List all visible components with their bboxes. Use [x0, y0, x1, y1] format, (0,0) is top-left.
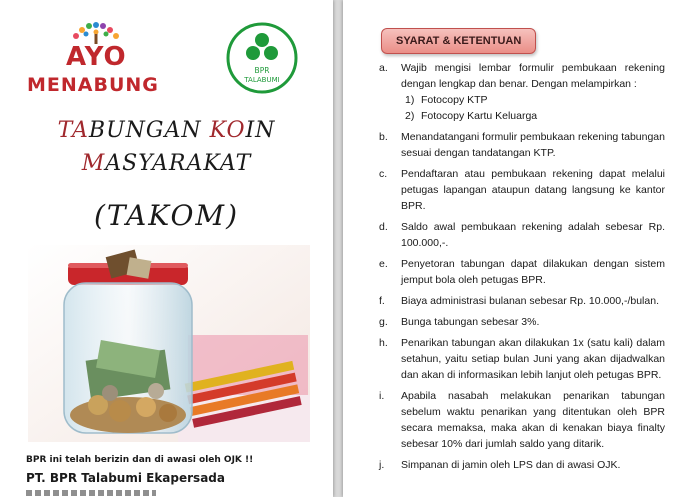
attachment-text: Fotocopy Kartu Keluarga	[421, 110, 538, 122]
term-item	[379, 129, 665, 161]
term-item	[379, 335, 665, 383]
terms-list	[379, 60, 665, 478]
title-line-1	[0, 118, 333, 143]
term-letter: e.	[379, 258, 388, 270]
attachment-number: 1)	[405, 94, 415, 106]
term-text: Apabila nasabah melakukan penarikan tabungan sebelum waktu penarikan yang ditentukan oleh BPR secara memaksa, maka akan di kenakan biaya finalty sebesar 10% dari jumlah saldo yang ditarik.	[401, 390, 665, 450]
bpr-logo-text-line2: TALABUMI	[244, 76, 280, 84]
title-cap: M	[81, 151, 106, 176]
term-text: Penyetoran tabungan dapat dilakukan dengan sistem jemput bola oleh petugas BPR.	[401, 258, 665, 286]
title-text: ASYARAKAT	[105, 151, 252, 176]
term-text: Penarikan tabungan akan dilakukan 1x (satu kali) dalam setahun, yaitu setiap bulan Juni yang akan dijadwalkan dan akan di informasikan lebih lanjut oleh petugas BPR.	[401, 337, 665, 381]
attachment-number: 2)	[405, 110, 415, 122]
ayo-text: AYO	[66, 42, 127, 72]
term-item	[379, 60, 665, 124]
coin-jar-image	[28, 245, 310, 442]
term-item	[379, 388, 665, 452]
bpr-talabumi-logo	[226, 22, 298, 94]
term-letter: d.	[379, 221, 388, 233]
term-item	[379, 457, 665, 473]
cut-off-text-line	[26, 490, 156, 496]
attachment-item	[401, 108, 665, 124]
term-item	[379, 293, 665, 309]
terms-header: SYARAT & KETENTUAN	[381, 28, 536, 54]
term-letter: b.	[379, 131, 388, 143]
term-text: Bunga tabungan sebesar 3%.	[401, 316, 540, 328]
term-item	[379, 256, 665, 288]
attachment-item	[401, 92, 665, 108]
term-item	[379, 219, 665, 251]
ojk-notice: BPR ini telah berizin dan di awasi oleh OJK !!	[26, 455, 254, 465]
term-letter: a.	[379, 62, 388, 74]
title-line-2	[0, 151, 333, 176]
title-cap: KO	[209, 118, 246, 143]
term-letter: i.	[379, 390, 385, 402]
title-acronym: (TAKOM)	[93, 199, 239, 232]
ayo-menabung-logo	[22, 22, 162, 102]
term-letter: f.	[379, 295, 385, 307]
term-text: Simpanan di jamin oleh LPS dan di awasi OJK.	[401, 459, 621, 471]
attachment-list	[401, 92, 665, 124]
term-item	[379, 166, 665, 214]
title-cap: TA	[57, 118, 89, 143]
term-letter: h.	[379, 337, 388, 349]
title-text: IN	[245, 118, 276, 143]
bpr-logo-text-line1: BPR	[254, 66, 270, 75]
term-item	[379, 314, 665, 330]
brochure-right-page	[343, 0, 690, 497]
term-text: Wajib mengisi lembar formulir pembukaan rekening dengan lengkap dan benar. Dengan melampirkan :	[401, 62, 665, 90]
attachment-text: Fotocopy KTP	[421, 94, 488, 106]
term-letter: c.	[379, 168, 388, 180]
term-letter: j.	[379, 459, 385, 471]
title-text: BUNGAN	[88, 118, 210, 143]
term-text: Biaya administrasi bulanan sebesar Rp. 10.000,-/bulan.	[401, 295, 659, 307]
tree-icon	[70, 22, 122, 44]
term-text: Menandatangani formulir pembukaan rekening tabungan sesuai dengan tandatangan KTP.	[401, 131, 665, 159]
term-letter: g.	[379, 316, 388, 328]
term-text: Pendaftaran atau pembukaan rekening dapat melalui petugas lapangan ataupun datang langsung ke kantor BPR.	[401, 168, 665, 212]
menabung-text: MENABUNG	[27, 74, 159, 96]
term-text: Saldo awal pembukaan rekening adalah sebesar Rp. 100.000,-.	[401, 221, 665, 249]
brochure-left-page	[0, 0, 333, 497]
company-name: PT. BPR Talabumi Ekapersada	[26, 471, 225, 485]
